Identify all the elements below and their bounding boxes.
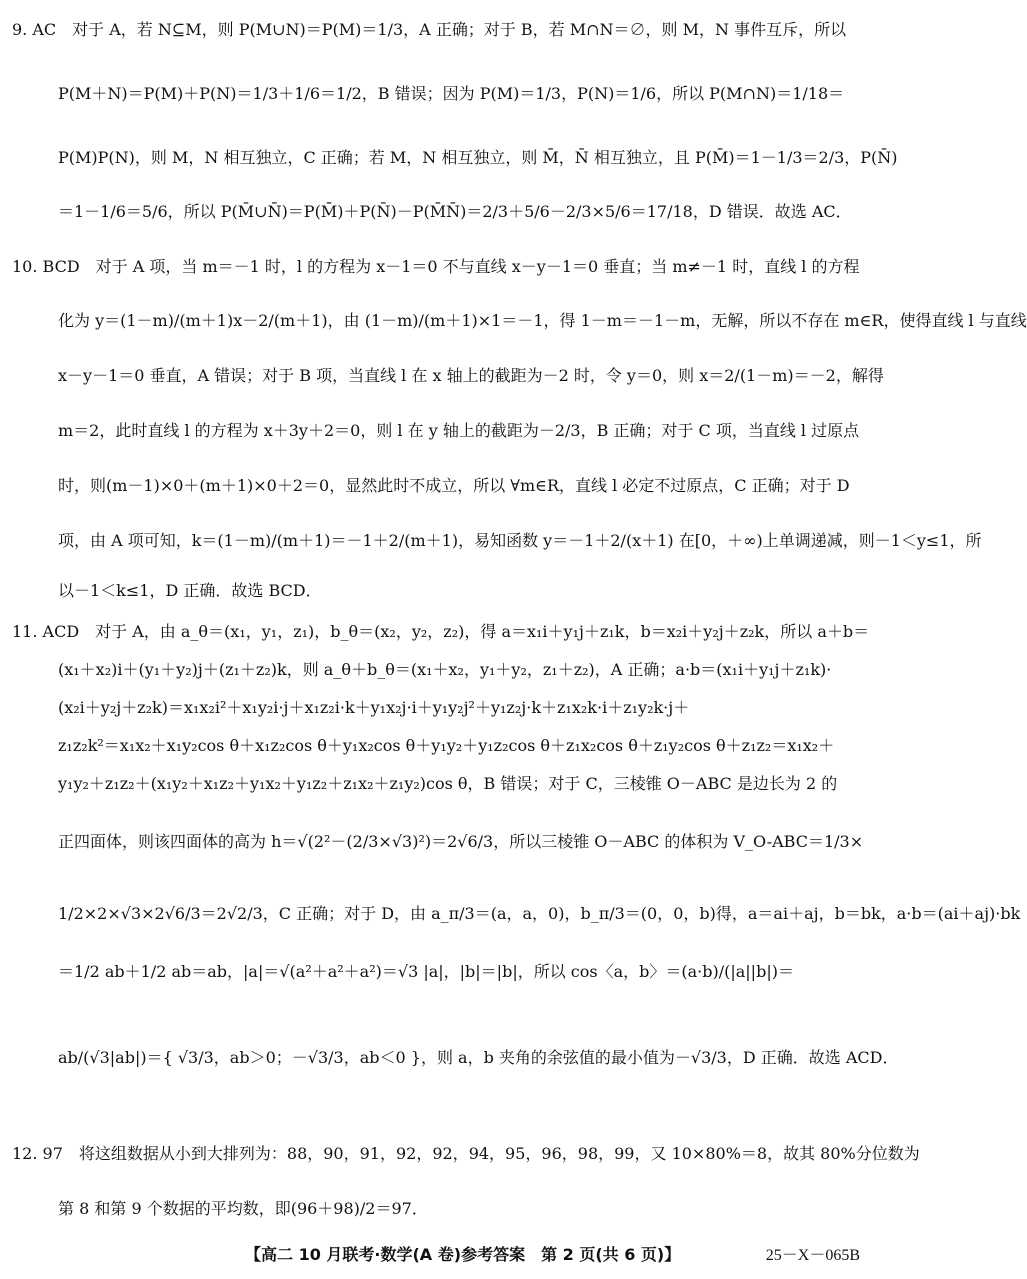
text-line: 时，则(m－1)×0＋(m＋1)×0＋2＝0，显然此时不成立，所以 ∀m∈R，直线 l 必定不过原点，C 正确；对于 D	[58, 476, 850, 495]
text-line: ＝1－1/6＝5/6，所以 P(M̄∪N̄)＝P(M̄)＋P(N̄)－P(M̄N̄)＝2/3＋5/6－2/3×5/6＝17/18，D 错误．故选 AC．	[58, 202, 852, 221]
text-line: 化为 y＝(1－m)/(m＋1)x－2/(m＋1)，由 (1－m)/(m＋1)×1＝－1，得 1－m＝－1－m，无解，所以不存在 m∈R，使得直线 l 与直线	[58, 311, 1027, 330]
text-line: m＝2，此时直线 l 的方程为 x＋3y＋2＝0，则 l 在 y 轴上的截距为－2/3，B 正确；对于 C 项，当直线 l 过原点	[58, 421, 860, 440]
text-line: 1/2×2×√3×2√6/3＝2√2/3，C 正确；对于 D，由 a_π/3＝(a，a，0)，b_π/3＝(0，0，b)得，a＝ai＋aj，b＝bk，a·b＝(ai＋aj)·bk	[58, 904, 1021, 923]
text-line: x－y－1＝0 垂直，A 错误；对于 B 项，当直线 l 在 x 轴上的截距为－2 时，令 y＝0，则 x＝2/(1－m)＝－2，解得	[58, 366, 884, 385]
text-line: z₁z₂k²＝x₁x₂＋x₁y₂cos θ＋x₁z₂cos θ＋y₁x₂cos θ＋y₁y₂＋y₁z₂cos θ＋z₁x₂cos θ＋z₁y₂cos θ＋z₁z₂＝x₁x₂＋	[58, 736, 835, 755]
text-line: P(M)P(N)，则 M，N 相互独立，C 正确；若 M，N 相互独立，则 M̄，N̄ 相互独立，且 P(M̄)＝1－1/3＝2/3，P(N̄)	[58, 148, 898, 167]
text-line: 9. AC 对于 A，若 N⊆M，则 P(M∪N)＝P(M)＝1/3，A 正确；对于 B，若 M∩N＝∅，则 M，N 事件互斥，所以	[12, 20, 847, 39]
text-line: 以－1＜k≤1，D 正确．故选 BCD．	[58, 581, 322, 600]
page-footer	[0, 1238, 900, 1268]
text-line: 12. 97 将这组数据从小到大排列为：88，90，91，92，92，94，95，96，98，99，又 10×80%＝8，故其 80%分位数为	[12, 1144, 920, 1163]
text-line: (x₂i＋y₂j＋z₂k)＝x₁x₂i²＋x₁y₂i·j＋x₁z₂i·k＋y₁x₂j·i＋y₁y₂j²＋y₁z₂j·k＋z₁x₂k·i＋z₁y₂k·j＋	[58, 698, 690, 717]
text-line: 11. ACD 对于 A，由 a_θ＝(x₁，y₁，z₁)，b_θ＝(x₂，y₂，z₂)，得 a＝x₁i＋y₁j＋z₁k，b＝x₂i＋y₂j＋z₂k，所以 a＋b＝	[12, 622, 870, 641]
text-line: P(M＋N)＝P(M)＋P(N)＝1/3＋1/6＝1/2，B 错误；因为 P(M)＝1/3，P(N)＝1/6，所以 P(M∩N)＝1/18＝	[58, 84, 845, 103]
text-line: 10. BCD 对于 A 项，当 m＝－1 时，l 的方程为 x－1＝0 不与直线 x－y－1＝0 垂直；当 m≠－1 时，直线 l 的方程	[12, 257, 860, 276]
text-line: 第 8 和第 9 个数据的平均数，即(96＋98)/2＝97．	[58, 1199, 428, 1218]
text-line: (x₁＋x₂)i＋(y₁＋y₂)j＋(z₁＋z₂)k，则 a_θ＋b_θ＝(x₁＋x₂，y₁＋y₂，z₁＋z₂)，A 正确；a·b＝(x₁i＋y₁j＋z₁k)·	[58, 660, 832, 679]
footer-code: 25－X－065B	[765, 1247, 860, 1264]
text-line: 项，由 A 项可知，k＝(1－m)/(m＋1)＝－1＋2/(m＋1)，易知函数 y＝－1＋2/(x＋1) 在[0，＋∞)上单调递减，则－1＜y≤1，所	[58, 531, 982, 550]
text-line: ab/(√3|ab|)＝{ √3/3，ab＞0；－√3/3，ab＜0 }，则 a，b 夹角的余弦值的最小值为－√3/3，D 正确．故选 ACD．	[58, 1048, 899, 1067]
text-line: y₁y₂＋z₁z₂＋(x₁y₂＋x₁z₂＋y₁x₂＋y₁z₂＋z₁x₂＋z₁y₂)cos θ，B 错误；对于 C，三棱锥 O－ABC 是边长为 2 的	[58, 774, 838, 793]
text-line: 正四面体，则该四面体的高为 h＝√(2²－(2/3×√3)²)＝2√6/3，所以三棱锥 O－ABC 的体积为 V_O-ABC＝1/3×	[58, 832, 864, 851]
text-line: ＝1/2 ab＋1/2 ab＝ab，|a|＝√(a²＋a²＋a²)＝√3 |a|，|b|＝|b|，所以 cos〈a，b〉＝(a·b)/(|a||b|)＝	[58, 962, 794, 981]
footer-title: 【高二 10 月联考·数学(A 卷)参考答案 第 2 页(共 6 页)】	[245, 1245, 681, 1264]
